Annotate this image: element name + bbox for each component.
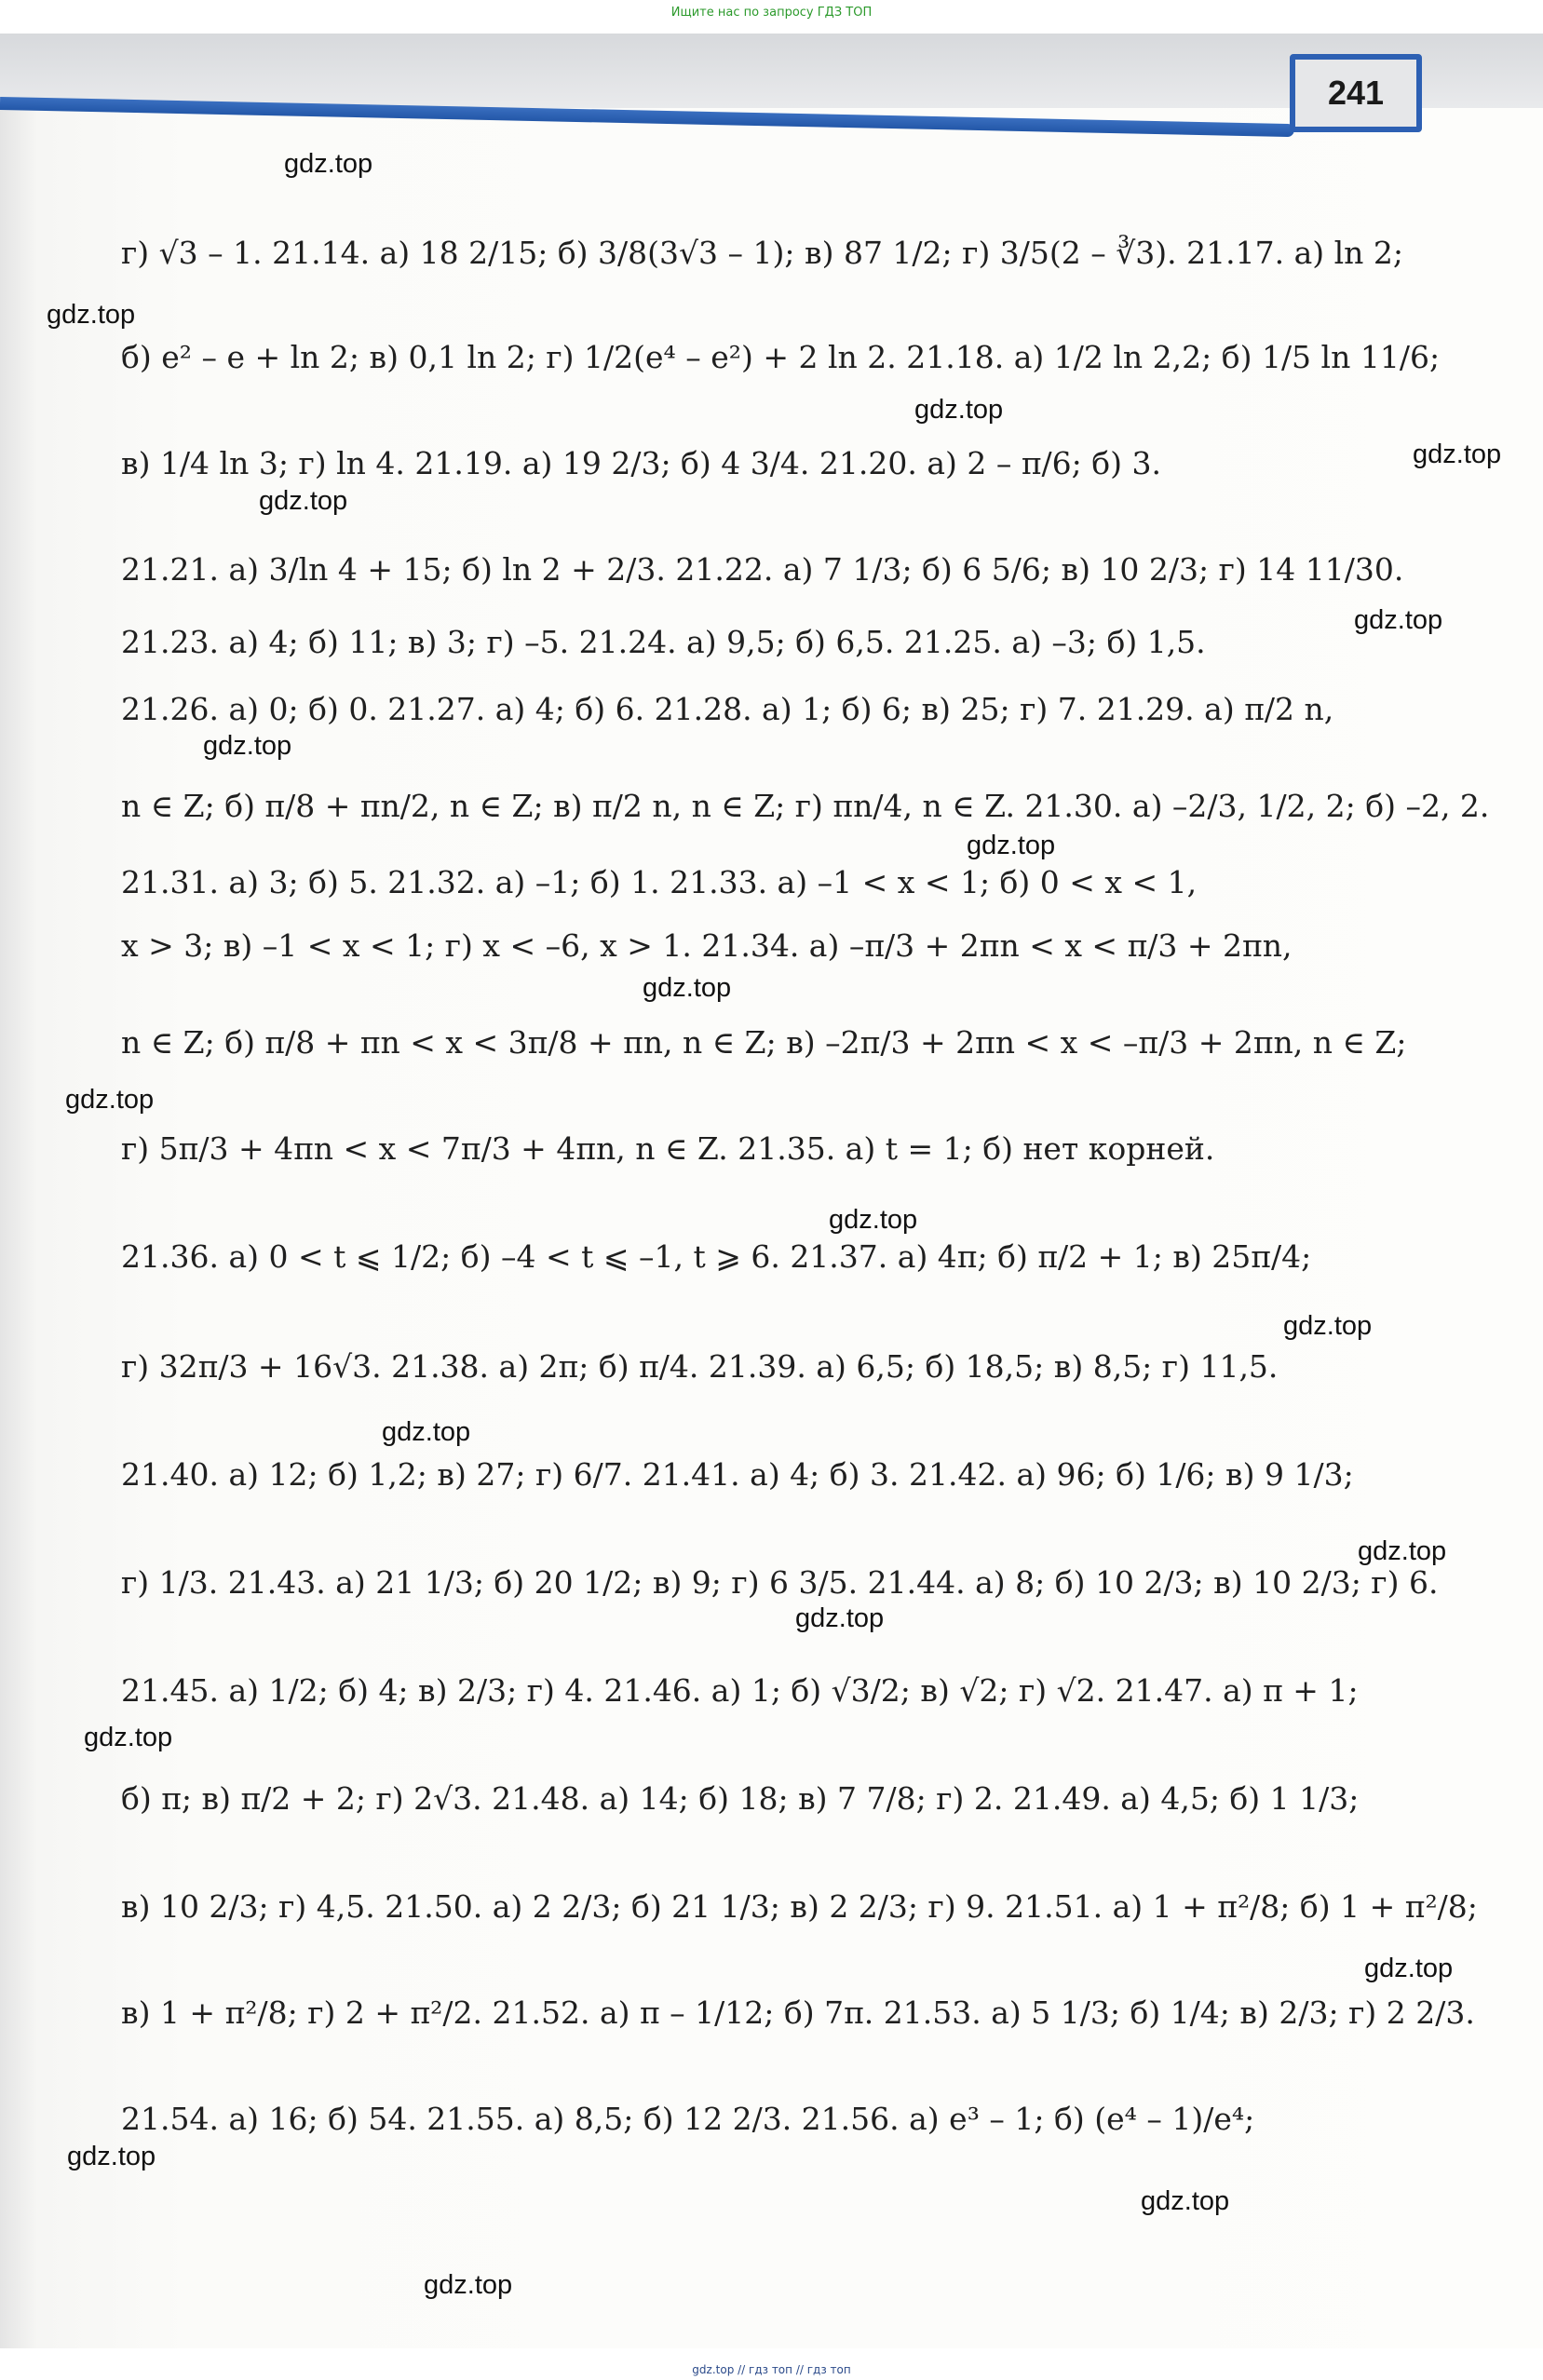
top-banner: Ищите нас по запросу ГДЗ ТОП	[670, 6, 873, 20]
bottom-banner: gdz.top // гдз топ // гдз топ	[692, 2363, 851, 2376]
watermark: gdz.top	[424, 2270, 513, 2300]
watermark: gdz.top	[643, 973, 732, 1003]
answer-line: 21.23. а) 4; б) 11; в) 3; г) –5. 21.24. а) 9,5; б) 6,5. 21.25. а) –3; б) 1,5.	[121, 624, 1206, 660]
answer-line: в) 10 2/3; г) 4,5. 21.50. а) 2 2/3; б) 21 1/3; в) 2 2/3; г) 9. 21.51. а) 1 + π²/8; б) 1 + π²/8;	[121, 1888, 1478, 1925]
watermark: gdz.top	[795, 1603, 885, 1633]
watermark: gdz.top	[284, 149, 373, 179]
answer-line: 21.31. а) 3; б) 5. 21.32. а) –1; б) 1. 21.33. а) –1 < x < 1; б) 0 < x < 1,	[121, 864, 1198, 900]
watermark: gdz.top	[829, 1205, 918, 1235]
answer-line: 21.54. а) 16; б) 54. 21.55. а) 8,5; б) 12 2/3. 21.56. а) e³ – 1; б) (e⁴ – 1)/e⁴;	[121, 2101, 1255, 2137]
answer-line: г) 1/3. 21.43. а) 21 1/3; б) 20 1/2; в) 9; г) 6 3/5. 21.44. а) 8; б) 10 2/3; в) 10 2/3; г) 6.	[121, 1564, 1439, 1601]
watermark: gdz.top	[47, 300, 136, 330]
watermark: gdz.top	[1364, 1954, 1454, 1983]
watermark: gdz.top	[84, 1723, 173, 1752]
watermark: gdz.top	[914, 395, 1004, 425]
watermark: gdz.top	[1354, 605, 1443, 635]
watermark: gdz.top	[382, 1417, 471, 1447]
answer-line: 21.26. а) 0; б) 0. 21.27. а) 4; б) 6. 21.28. а) 1; б) 6; в) 25; г) 7. 21.29. а) π/2 n,	[121, 691, 1334, 727]
answer-line: 21.40. а) 12; б) 1,2; в) 27; г) 6/7. 21.41. а) 4; б) 3. 21.42. а) 96; б) 1/6; в) 9 1/3;	[121, 1456, 1354, 1493]
answer-line: n ∈ Z; б) π/8 + πn/2, n ∈ Z; в) π/2 n, n ∈ Z; г) πn/4, n ∈ Z. 21.30. а) –2/3, 1/2, 2; б) –2, 2.	[121, 788, 1490, 824]
page-number-tab	[1290, 54, 1422, 132]
watermark: gdz.top	[259, 486, 348, 516]
watermark: gdz.top	[967, 831, 1056, 860]
answer-line: г) 5π/3 + 4πn < x < 7π/3 + 4πn, n ∈ Z. 21.35. а) t = 1; б) нет корней.	[121, 1130, 1215, 1167]
answer-line: 21.21. а) 3/ln 4 + 15; б) ln 2 + 2/3. 21.22. а) 7 1/3; б) 6 5/6; в) 10 2/3; г) 14 11/30.	[121, 551, 1404, 588]
answer-line: б) e² – e + ln 2; в) 0,1 ln 2; г) 1/2(e⁴ – e²) + 2 ln 2. 21.18. а) 1/2 ln 2,2; б) 1/5 ln 11/6;	[121, 339, 1441, 375]
watermark: gdz.top	[65, 1085, 155, 1115]
answer-line: в) 1 + π²/8; г) 2 + π²/2. 21.52. а) π – 1/12; б) 7π. 21.53. а) 5 1/3; б) 1/4; в) 2/3; г) 2 2/3.	[121, 1995, 1475, 2031]
watermark: gdz.top	[67, 2142, 156, 2171]
watermark: gdz.top	[1141, 2186, 1230, 2216]
answer-line: б) π; в) π/2 + 2; г) 2√3. 21.48. а) 14; б) 18; в) 7 7/8; г) 2. 21.49. а) 4,5; б) 1 1/3;	[121, 1780, 1360, 1817]
page-number: 241	[1327, 74, 1385, 112]
watermark: gdz.top	[1283, 1311, 1373, 1341]
answer-line: г) √3 – 1. 21.14. а) 18 2/15; б) 3/8(3√3 – 1); в) 87 1/2; г) 3/5(2 – ∛3). 21.17. а) ln 2;	[121, 235, 1404, 271]
watermark: gdz.top	[1358, 1536, 1447, 1566]
watermark: gdz.top	[203, 731, 292, 761]
answer-line: 21.45. а) 1/2; б) 4; в) 2/3; г) 4. 21.46. а) 1; б) √3/2; в) √2; г) √2. 21.47. а) π + 1;	[121, 1672, 1359, 1709]
answer-line: x > 3; в) –1 < x < 1; г) x < –6, x > 1. 21.34. а) –π/3 + 2πn < x < π/3 + 2πn,	[121, 927, 1293, 964]
answer-line: г) 32π/3 + 16√3. 21.38. а) 2π; б) π/4. 21.39. а) 6,5; б) 18,5; в) 8,5; г) 11,5.	[121, 1348, 1279, 1385]
watermark: gdz.top	[1413, 439, 1502, 469]
answer-line: n ∈ Z; б) π/8 + πn < x < 3π/8 + πn, n ∈ Z; в) –2π/3 + 2πn < x < –π/3 + 2πn, n ∈ Z;	[121, 1024, 1407, 1061]
answer-line: 21.36. а) 0 < t ⩽ 1/2; б) –4 < t ⩽ –1, t ⩾ 6. 21.37. а) 4π; б) π/2 + 1; в) 25π/4;	[121, 1238, 1312, 1275]
answer-line: в) 1/4 ln 3; г) ln 4. 21.19. а) 19 2/3; б) 4 3/4. 21.20. а) 2 – π/6; б) 3.	[121, 445, 1161, 481]
